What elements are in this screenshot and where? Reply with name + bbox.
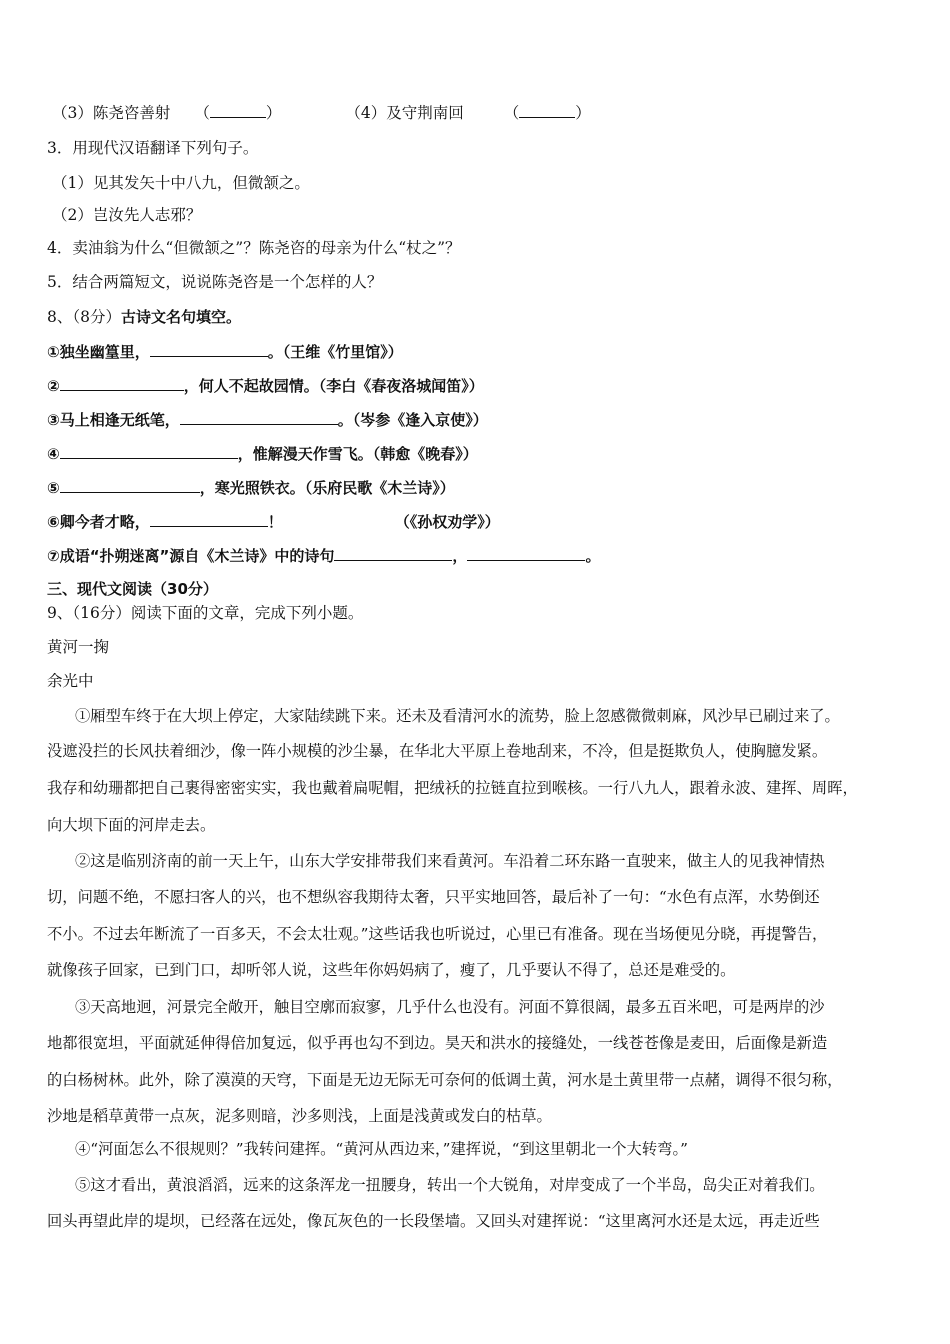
- q8-line-2: [47, 375, 484, 396]
- q8-line-3: [47, 409, 488, 430]
- q4-question: 4．卖油翁为什么“但微颔之”？陈尧咨的母亲为什么“杖之”？: [47, 239, 461, 257]
- answer-blank[interactable]: [210, 102, 266, 118]
- q3-sentence-1: （1）见其发矢十中八九，但微颔之。: [52, 174, 310, 192]
- article-line: 地都很宽坦，平面就延伸得倍加复远，似乎再也勾不到边。昊天和洪水的接缝处，一线苍苍像是麦田，后面像是新造: [47, 1034, 828, 1052]
- answer-blank[interactable]: [60, 375, 184, 391]
- article-title: 黄河一掬: [47, 638, 110, 656]
- poem-text: ④: [47, 445, 60, 463]
- poem-text: ③马上相逢无纸笔，: [47, 411, 180, 429]
- q2-item3: （3）陈尧咨善射: [52, 104, 171, 122]
- q8-heading: [47, 307, 241, 327]
- blank-close: ）: [265, 104, 282, 122]
- q5-question: 5．结合两篇短文，说说陈尧咨是一个怎样的人？: [47, 273, 383, 291]
- blank-open: （: [503, 104, 520, 122]
- article-line: 就像孩子回家，已到门口，却听邻人说，这些年你妈妈病了，瘦了，几乎要认不得了，总还是难受的。: [47, 961, 736, 979]
- poem-text: ①独坐幽篁里，: [47, 343, 150, 361]
- article-line: ①厢型车终于在大坝上停定，大家陆续跳下来。还未及看清河水的流势，脸上忽感微微刺麻，风沙早已刷过来了。: [75, 707, 840, 725]
- poem-source: （《孙权劝学》）: [394, 513, 500, 531]
- article-author: 余光中: [47, 672, 94, 690]
- q8-line-5: [47, 477, 455, 498]
- poem-source: 。（岑参《逢入京使》）: [337, 411, 488, 429]
- blank-open: （: [194, 104, 210, 122]
- article-line: ③天高地迥，河景完全敞开，触目空廓而寂寥，几乎什么也没有。河面不算很阔，最多五百米吧，可是两岸的沙: [75, 998, 825, 1016]
- poem-text: 。: [585, 547, 601, 565]
- poem-text: ，: [452, 547, 468, 565]
- q8-line-4: [47, 443, 478, 464]
- answer-blank[interactable]: [150, 511, 268, 527]
- article-line: 回头再望此岸的堤坝，已经落在远处，像瓦灰色的一长段堡墙。又回头对建挥说：“这里离河水还是太远，再走近些: [47, 1212, 820, 1230]
- q8-number: 8、（8分）: [47, 308, 121, 326]
- q9-question: 9、（16分）阅读下面的文章，完成下列小题。: [47, 604, 364, 622]
- article-line: 向大坝下面的河岸走去。: [47, 816, 216, 834]
- poem-source: ，惟解漫天作雪飞。（韩愈《晚春》）: [237, 445, 478, 463]
- article-line: ④“河面怎么不很规则？”我转问建挥。“黄河从西边来，”建挥说，“到这里朝北一个大转弯。”: [75, 1140, 688, 1158]
- q2-items-row: [52, 102, 591, 123]
- q8-line-7: [47, 545, 600, 566]
- q8-line-6: [47, 511, 500, 532]
- q3-title: 3．用现代汉语翻译下列句子。: [47, 139, 259, 157]
- article-line: 不小。不过去年断流了一百多天，不会太壮观。”这些话我也听说过，心里已有准备。现在当场便见分晓，再提警告，: [47, 925, 828, 943]
- q8-title: 古诗文名句填空。: [120, 308, 241, 326]
- answer-blank[interactable]: [334, 545, 452, 561]
- poem-text: ⑤: [47, 479, 60, 497]
- poem-source: ，何人不起故园情。（李白《春夜洛城闻笛》）: [183, 377, 484, 395]
- poem-text: ⑥卿今者才略，: [47, 513, 150, 531]
- q8-line-1: [47, 341, 403, 362]
- answer-blank[interactable]: [180, 409, 338, 425]
- answer-blank[interactable]: [519, 102, 575, 118]
- article-line: 的白杨树林。此外，除了漠漠的天穹，下面是无边无际无可奈何的低调土黄，河水是土黄里带一点赭，调得不很匀称，: [47, 1071, 843, 1089]
- poem-text: ⑦成语“扑朔迷离”源自《木兰诗》中的诗句: [47, 547, 335, 565]
- poem-source: ，寒光照铁衣。（乐府民歌《木兰诗》）: [199, 479, 455, 497]
- poem-text: ！: [267, 513, 283, 531]
- article-line: 我存和幼珊都把自己裹得密密实实，我也戴着扁呢帽，把绒袄的拉链直拉到喉核。一行八九人，跟着永波、建挥、周晖，: [47, 779, 858, 797]
- answer-blank[interactable]: [467, 545, 585, 561]
- article-line: ⑤这才看出，黄浪滔滔，远来的这条浑龙一扭腰身，转出一个大锐角，对岸变成了一个半岛，岛尖正对着我们。: [75, 1176, 825, 1194]
- article-line: 切，问题不绝，不愿扫客人的兴，也不想纵容我期待太奢，只平实地回答，最后补了一句：“水色有点浑，水势倒还: [47, 888, 820, 906]
- section-3-heading: 三、现代文阅读（30分）: [47, 580, 218, 598]
- q2-item4: （4）及守荆南回: [345, 104, 464, 122]
- article-line: ②这是临别济南的前一天上午，山东大学安排带我们来看黄河。车沿着二环东路一直驶来，做主人的见我神情热: [75, 852, 825, 870]
- blank-close: ）: [575, 104, 591, 122]
- poem-text: ②: [47, 377, 60, 395]
- answer-blank[interactable]: [150, 341, 268, 357]
- poem-source: 。（王维《竹里馆》）: [267, 343, 403, 361]
- answer-blank[interactable]: [60, 443, 238, 459]
- q3-sentence-2: （2）岂汝先人志邪？: [52, 206, 202, 224]
- answer-blank[interactable]: [60, 477, 200, 493]
- article-line: 沙地是稻草黄带一点灰，泥多则暗，沙多则浅，上面是浅黄或发白的枯草。: [47, 1107, 552, 1125]
- article-line: 没遮没拦的长风扶着细沙，像一阵小规模的沙尘暴，在华北大平原上卷地刮来，不冷，但是挺欺负人，使胸臆发紧。: [47, 742, 828, 760]
